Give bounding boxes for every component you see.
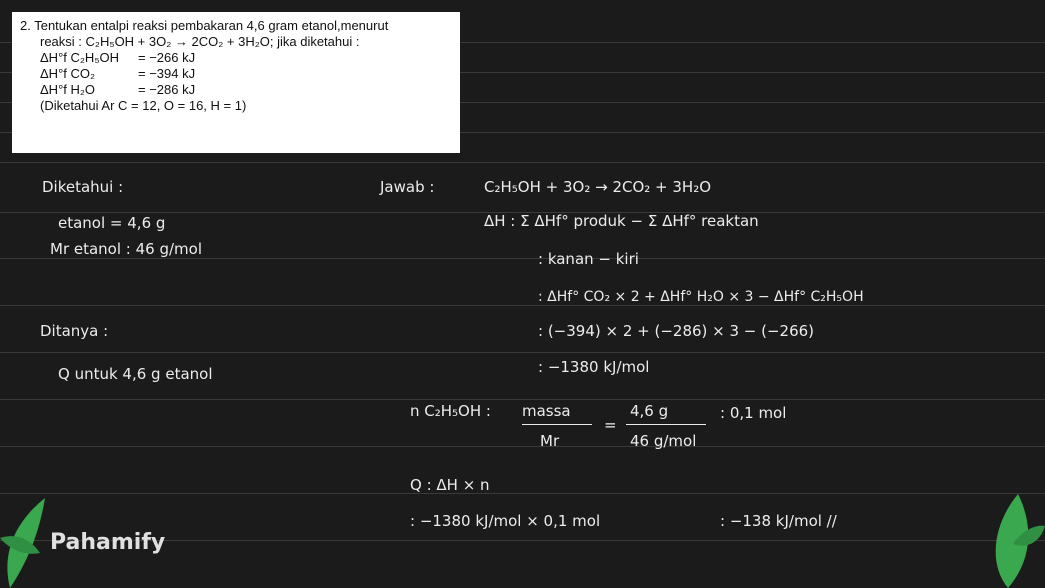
heat-result: : −138 kJ/mol // xyxy=(720,512,837,530)
question-note: (Diketahui Ar C = 12, O = 16, H = 1) xyxy=(40,98,247,113)
reaction-equation: C₂H₅OH + 3O₂ → 2CO₂ + 3H₂O xyxy=(484,178,712,196)
substitution-1: : ΔHf° CO₂ × 2 + ΔHf° H₂O × 3 − ΔHf° C₂H₅OH xyxy=(538,289,864,305)
given-row xyxy=(20,82,460,98)
question-card xyxy=(12,12,460,153)
substitution-2: : (−394) × 2 + (−286) × 3 − (−266) xyxy=(538,322,815,340)
mole-result: : 0,1 mol xyxy=(720,404,787,422)
jawab-label: Jawab : xyxy=(380,178,435,196)
heat-definition: Q : ΔH × n xyxy=(410,476,490,494)
ditanya-heading: Ditanya : xyxy=(40,322,109,340)
kanan-kiri: : kanan − kiri xyxy=(538,250,639,268)
leaf-right-icon xyxy=(978,484,1045,588)
given-label: ΔH°f C₂H₅OH xyxy=(40,50,120,65)
given-value: = −394 kJ xyxy=(138,66,196,81)
q-asked: Q untuk 4,6 g etanol xyxy=(58,365,213,383)
given-row xyxy=(20,66,460,82)
etanol-mass: etanol = 4,6 g xyxy=(58,214,166,232)
given-value: = −286 kJ xyxy=(138,82,196,97)
enthalpy-definition: ΔH : Σ ΔHf° produk − Σ ΔHf° reaktan xyxy=(484,212,759,230)
pahamify-logo: Pahamify xyxy=(50,530,166,555)
enthalpy-result: : −1380 kJ/mol xyxy=(538,358,650,376)
question-line-2: reaksi : C₂H₅OH + 3O₂ → 2CO₂ + 3H₂O; jika diketahui : xyxy=(40,34,360,49)
heat-calculation: : −1380 kJ/mol × 0,1 mol xyxy=(410,512,601,530)
mr-etanol: Mr etanol : 46 g/mol xyxy=(50,240,203,258)
given-label: ΔH°f CO₂ xyxy=(40,66,96,81)
mole-label: n C₂H₅OH : xyxy=(410,402,491,420)
mole-equals: = xyxy=(604,416,617,434)
diketahui-heading: Diketahui : xyxy=(42,178,124,196)
given-value: = −266 kJ xyxy=(138,50,196,65)
mole-denominator: 46 g/mol xyxy=(630,432,697,450)
question-line-1: 2. Tentukan entalpi reaksi pembakaran 4,6 gram etanol,menurut xyxy=(20,18,389,33)
mole-formula-top: massa xyxy=(522,402,571,420)
given-label: ΔH°f H₂O xyxy=(40,82,96,97)
given-row xyxy=(20,50,460,66)
mole-formula-bottom: Mr xyxy=(540,432,560,450)
mole-numerator: 4,6 g xyxy=(630,402,669,420)
leaf-left-icon xyxy=(0,478,60,588)
